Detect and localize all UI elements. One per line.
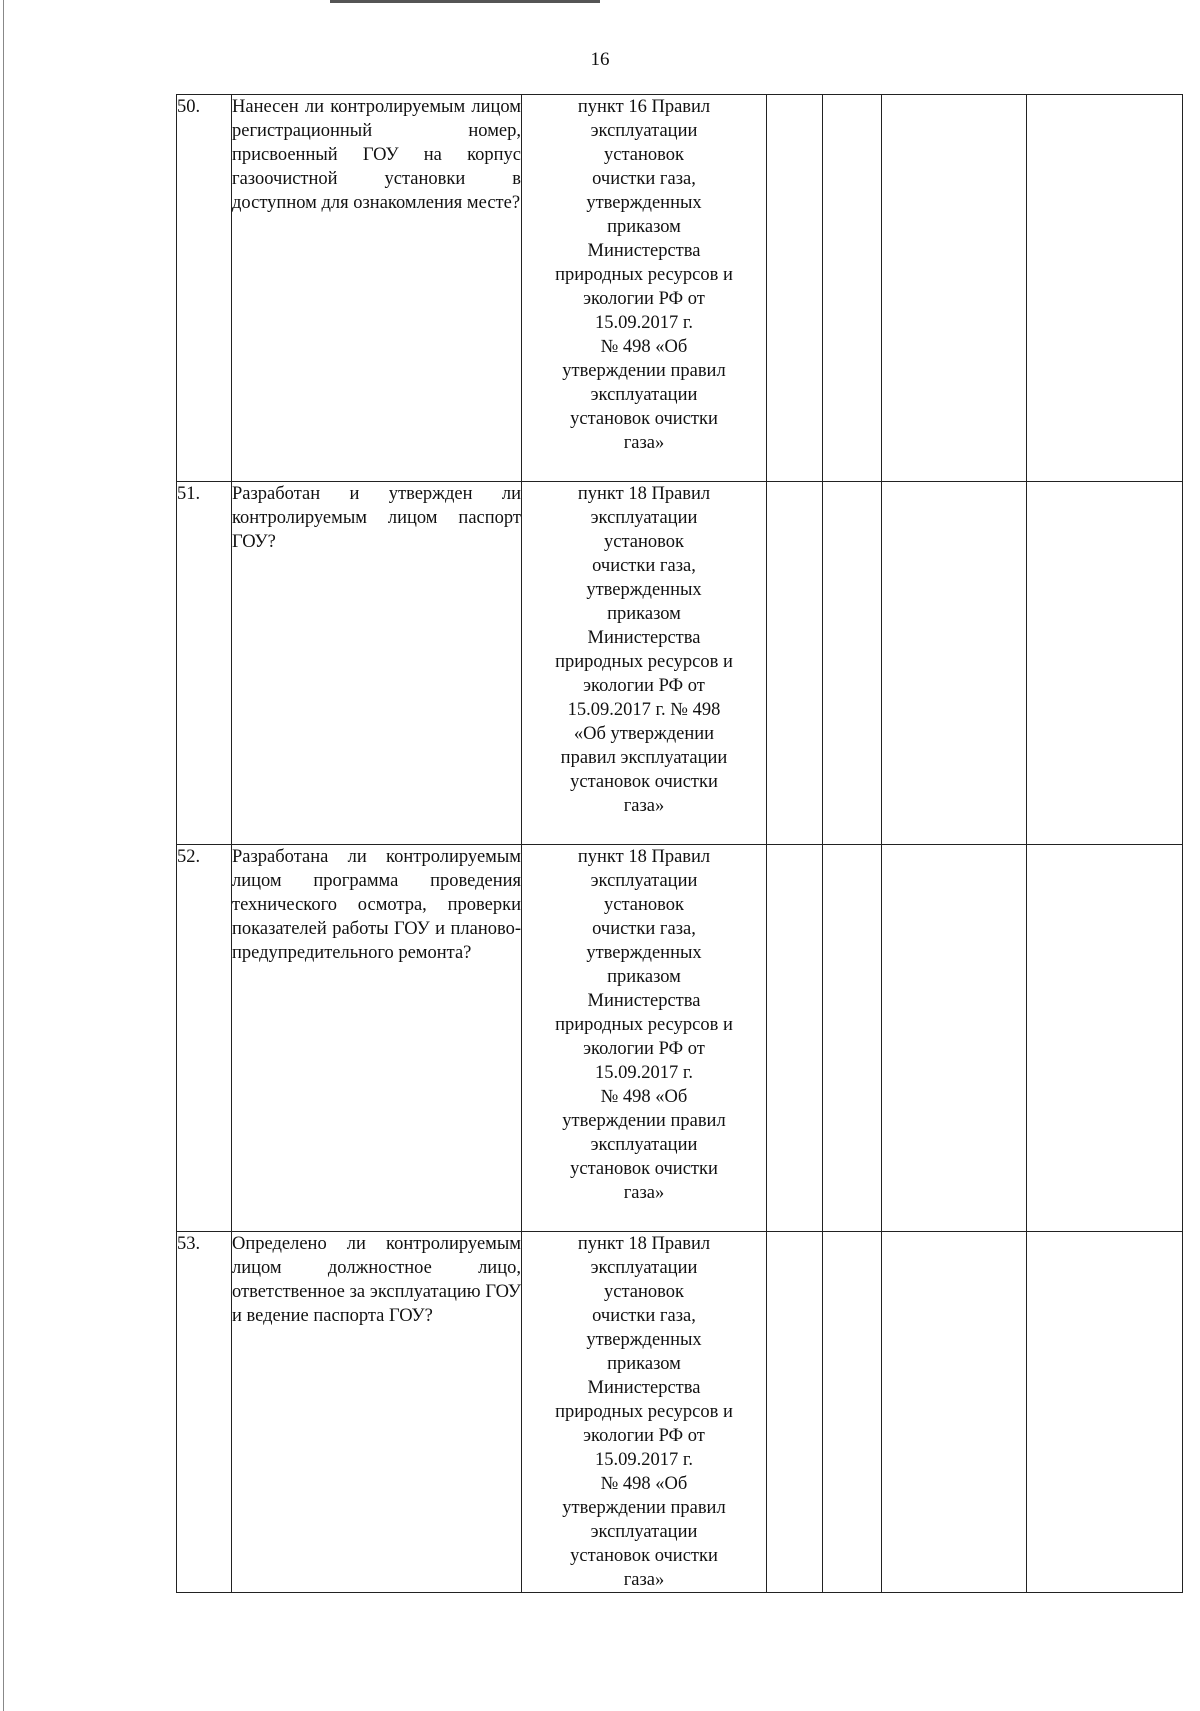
legal-reference xyxy=(522,845,767,1232)
reference-line: эксплуатации xyxy=(590,871,698,891)
reference-line: экологии РФ от xyxy=(583,1039,705,1059)
reference-line: утвержденных xyxy=(586,943,702,963)
answer-yes-cell xyxy=(767,1232,823,1593)
control-question: Нанесен ли контролируемым лицом регистрационный номер, присвоенный ГОУ на корпус газоочистной установки в доступном для ознакомления месте? xyxy=(232,95,522,482)
reference-line: газа» xyxy=(623,433,665,453)
table-row xyxy=(177,95,1183,482)
reference-line: утверждении правил xyxy=(562,1498,726,1518)
reference-line: природных ресурсов и xyxy=(555,1015,733,1035)
reference-line: природных ресурсов и xyxy=(555,1402,733,1422)
reference-line: утверждении правил xyxy=(562,1111,726,1131)
reference-line: приказом xyxy=(607,1354,681,1374)
reference-line: 15.09.2017 г. xyxy=(594,1063,693,1083)
reference-line: эксплуатации xyxy=(590,385,698,405)
legal-reference xyxy=(522,482,767,845)
note-cell xyxy=(1027,1232,1183,1593)
reference-line: эксплуатации xyxy=(590,1135,698,1155)
reference-line: пункт 18 Правил xyxy=(577,847,711,867)
reference-line: эксплуатации xyxy=(590,1258,698,1278)
answer-no-cell xyxy=(823,482,882,845)
row-number: 53. xyxy=(177,1232,232,1593)
reference-line: пункт 18 Правил xyxy=(577,1234,711,1254)
reference-line: газа» xyxy=(623,1183,665,1203)
reference-line: очистки газа, xyxy=(592,556,696,576)
reference-line: утверждении правил xyxy=(562,361,726,381)
reference-line: установок очистки xyxy=(570,1159,718,1179)
scan-top-mark xyxy=(330,0,600,3)
reference-line: очистки газа, xyxy=(592,1306,696,1326)
reference-line: очистки газа, xyxy=(592,169,696,189)
reference-line: очистки газа, xyxy=(592,919,696,939)
reference-line: «Об утверждении xyxy=(573,724,715,744)
note-cell xyxy=(1027,95,1183,482)
reference-line: приказом xyxy=(607,967,681,987)
reference-line: приказом xyxy=(607,217,681,237)
reference-line: установок xyxy=(604,145,684,165)
row-number: 50. xyxy=(177,95,232,482)
reference-line: экологии РФ от xyxy=(583,289,705,309)
reference-line: пункт 18 Правил xyxy=(577,484,711,504)
reference-line: 15.09.2017 г. № 498 xyxy=(567,700,721,720)
page-number: 16 xyxy=(590,49,610,70)
table-row xyxy=(177,1232,1183,1593)
reference-line: эксплуатации xyxy=(590,508,698,528)
note-cell xyxy=(1027,482,1183,845)
reference-line: Министерства xyxy=(587,241,701,261)
reference-line: Министерства xyxy=(587,991,701,1011)
reference-line: экологии РФ от xyxy=(583,1426,705,1446)
reference-line: Министерства xyxy=(587,628,701,648)
legal-reference xyxy=(522,95,767,482)
answer-yes-cell xyxy=(767,482,823,845)
reference-line: № 498 «Об xyxy=(600,337,688,357)
not-applicable-cell xyxy=(882,482,1027,845)
table-row xyxy=(177,482,1183,845)
reference-line: пункт 16 Правил xyxy=(577,97,711,117)
reference-line: газа» xyxy=(623,796,665,816)
scan-edge-line xyxy=(3,0,4,1711)
reference-line: установок xyxy=(604,532,684,552)
reference-line: экологии РФ от xyxy=(583,676,705,696)
reference-line: утвержденных xyxy=(586,1330,702,1350)
reference-line: установок xyxy=(604,1282,684,1302)
reference-line: установок очистки xyxy=(570,1546,718,1566)
checklist-table xyxy=(176,94,1183,1593)
control-question: Определено ли контролируемым лицом должностное лицо, ответственное за эксплуатацию ГОУ и ведение паспорта ГОУ? xyxy=(232,1232,522,1593)
reference-line: газа» xyxy=(623,1570,665,1590)
reference-line: установок очистки xyxy=(570,772,718,792)
reference-line: природных ресурсов и xyxy=(555,265,733,285)
reference-line: правил эксплуатации xyxy=(560,748,728,768)
reference-line: 15.09.2017 г. xyxy=(594,313,693,333)
answer-yes-cell xyxy=(767,845,823,1232)
control-question: Разработан и утвержден ли контролируемым лицом паспорт ГОУ? xyxy=(232,482,522,845)
answer-no-cell xyxy=(823,1232,882,1593)
reference-line: установок xyxy=(604,895,684,915)
row-number: 52. xyxy=(177,845,232,1232)
legal-reference xyxy=(522,1232,767,1593)
reference-line: Министерства xyxy=(587,1378,701,1398)
reference-line: № 498 «Об xyxy=(600,1087,688,1107)
row-number: 51. xyxy=(177,482,232,845)
not-applicable-cell xyxy=(882,95,1027,482)
reference-line: № 498 «Об xyxy=(600,1474,688,1494)
control-question: Разработана ли контролируемым лицом программа проведения технического осмотра, проверки показателей работы ГОУ и планово-предупредительного ремонта? xyxy=(232,845,522,1232)
answer-no-cell xyxy=(823,845,882,1232)
not-applicable-cell xyxy=(882,845,1027,1232)
not-applicable-cell xyxy=(882,1232,1027,1593)
answer-no-cell xyxy=(823,95,882,482)
answer-yes-cell xyxy=(767,95,823,482)
reference-line: 15.09.2017 г. xyxy=(594,1450,693,1470)
table-row xyxy=(177,845,1183,1232)
reference-line: природных ресурсов и xyxy=(555,652,733,672)
reference-line: установок очистки xyxy=(570,409,718,429)
reference-line: утвержденных xyxy=(586,580,702,600)
reference-line: эксплуатации xyxy=(590,1522,698,1542)
reference-line: эксплуатации xyxy=(590,121,698,141)
reference-line: утвержденных xyxy=(586,193,702,213)
note-cell xyxy=(1027,845,1183,1232)
reference-line: приказом xyxy=(607,604,681,624)
